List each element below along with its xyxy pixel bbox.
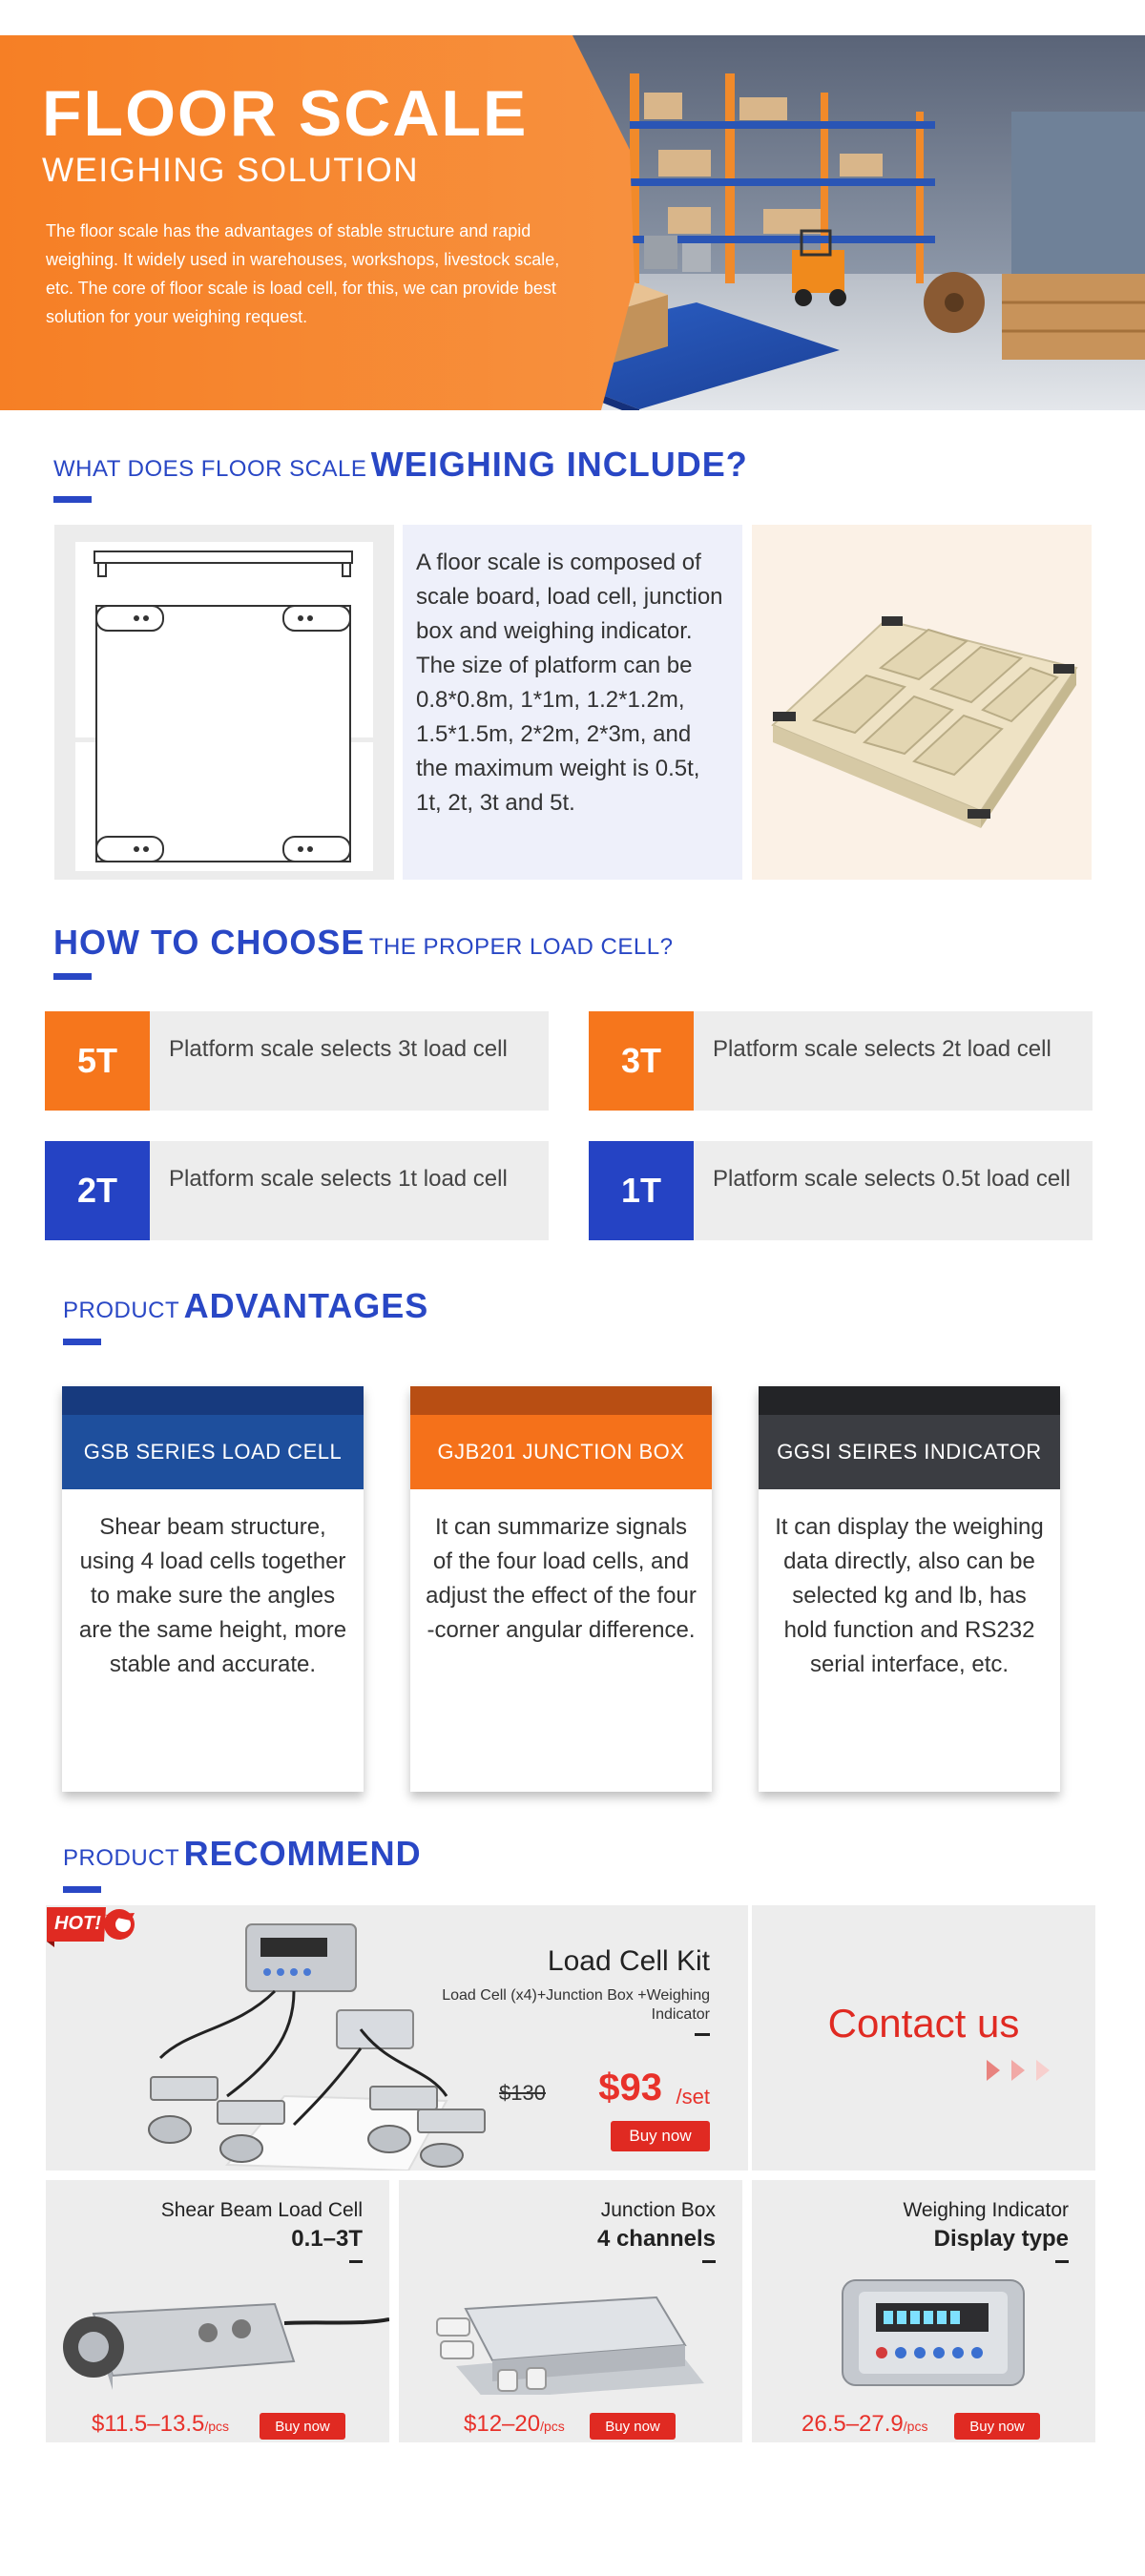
product-caption: Junction Box [600, 2199, 716, 2221]
choose-text: Platform scale selects 0.5t load cell [713, 1166, 1071, 1192]
hero-subtitle: WEIGHING SOLUTION [42, 152, 419, 189]
advantage-card-indicator [759, 1386, 1060, 1792]
hero-description: The floor scale has the advantages of stable structure and rapid weighing. It widely used in warehouses, workshops, livestock scale, etc. The core of floor scale is load cell, for this, we can provide best solution for your weighing request. [46, 221, 560, 326]
hero-banner [0, 35, 1145, 410]
product-price [464, 2411, 565, 2438]
product-title: 4 channels [596, 2226, 716, 2252]
platform-photo [752, 525, 1092, 880]
recommend-heading [63, 1834, 422, 1874]
card-strip [410, 1386, 712, 1415]
product-price [802, 2411, 927, 2438]
include-heading-bar [53, 496, 92, 503]
product-title-dash [349, 2260, 363, 2263]
choose-item-3t [589, 1011, 1093, 1111]
product-title: 0.1–3T [291, 2226, 363, 2252]
kit-price-unit: /set [676, 2085, 710, 2109]
choose-heading-big: HOW TO CHOOSE [53, 923, 365, 962]
include-description [403, 525, 742, 880]
product-price [92, 2411, 229, 2438]
choose-text: Platform scale selects 1t load cell [169, 1166, 508, 1192]
card-text: It can display the weighing data directly, also can be selected kg and lb, has hold function and RS232 serial interface, etc. [775, 1514, 1044, 1677]
price-unit: /pcs [903, 2419, 928, 2434]
contact-us-link[interactable]: Contact us [827, 2001, 1020, 2046]
include-heading-big: WEIGHING INCLUDE? [370, 445, 748, 484]
advantages-heading-bar [63, 1339, 101, 1345]
advantage-card-load-cell [62, 1386, 364, 1792]
hero-title: FLOOR SCALE [42, 77, 529, 150]
price-value: 26.5–27.9 [802, 2411, 904, 2437]
recommend-heading-small: PRODUCT [63, 1845, 180, 1871]
recommend-heading-big: RECOMMEND [183, 1834, 422, 1873]
choose-badge: 3T [589, 1011, 694, 1111]
choose-item-1t [589, 1141, 1093, 1240]
product-title: Display type [933, 2226, 1069, 2252]
junction-box-buy-now-button[interactable]: Buy now [590, 2413, 676, 2440]
product-title-dash [702, 2260, 716, 2263]
card-strip [759, 1386, 1060, 1415]
advantages-heading [63, 1286, 428, 1326]
advantages-heading-small: PRODUCT [63, 1298, 180, 1323]
kit-description: Load Cell (x4)+Junction Box +Weighing Indicator [442, 1987, 710, 2023]
card-text: Shear beam structure, using 4 load cells together to make sure the angles are the same height, more stable and accurate. [78, 1514, 347, 1677]
kit-buy-now-button[interactable]: Buy now [611, 2121, 710, 2151]
contact-us-card[interactable] [752, 1905, 1095, 2171]
include-heading-small: WHAT DOES FLOOR SCALE [53, 456, 367, 482]
kit-title-dash [695, 2033, 710, 2036]
platform-diagram-icon [54, 525, 394, 880]
card-text: It can summarize signals of the four load cells, and adjust the effect of the four -corner angular difference. [426, 1514, 697, 1643]
product-card-shear-beam[interactable] [46, 2180, 389, 2442]
kit-price: $93 [598, 2067, 662, 2109]
include-text: A floor scale is composed of scale board, load cell, junction box and weighing indicator. The size of platform can be 0.8*0.8m, 1*1m, 1.2*1.2m, 1.5*1.5m, 2*2m, 2*3m, and the maximum weight is 0.5t, 1t, 2t, 3t and 5t. [416, 550, 723, 816]
include-heading [53, 445, 748, 485]
hot-label: HOT! [54, 1913, 101, 1934]
recommend-heading-bar [63, 1886, 101, 1893]
shear-beam-buy-now-button[interactable]: Buy now [260, 2413, 345, 2440]
platform-drawing [54, 525, 394, 880]
card-title: GJB201 JUNCTION BOX [410, 1415, 712, 1489]
indicator-buy-now-button[interactable]: Buy now [954, 2413, 1040, 2440]
card-title: GGSI SEIRES INDICATOR [759, 1415, 1060, 1489]
kit-title: Load Cell Kit [547, 1945, 710, 1977]
choose-heading-small: THE PROPER LOAD CELL? [368, 934, 674, 960]
price-value: $12–20 [464, 2411, 541, 2437]
choose-badge: 2T [45, 1141, 150, 1240]
weighing-indicator-image [752, 2271, 1095, 2395]
product-title-dash [1055, 2260, 1069, 2263]
product-caption: Weighing Indicator [903, 2199, 1069, 2221]
product-caption: Shear Beam Load Cell [160, 2199, 363, 2221]
choose-heading-bar [53, 973, 92, 980]
junction-box-image [399, 2271, 742, 2395]
choose-text: Platform scale selects 2t load cell [713, 1036, 1051, 1062]
product-card-junction-box[interactable] [399, 2180, 742, 2442]
shear-beam-image [46, 2275, 389, 2399]
price-unit: /pcs [204, 2419, 230, 2434]
advantages-heading-big: ADVANTAGES [183, 1286, 429, 1325]
choose-badge: 1T [589, 1141, 694, 1240]
price-unit: /pcs [540, 2419, 565, 2434]
price-value: $11.5–13.5 [92, 2411, 205, 2437]
hot-badge [47, 1903, 138, 1947]
choose-item-5t [45, 1011, 549, 1111]
product-card-load-cell-kit[interactable] [46, 1905, 748, 2171]
choose-item-2t [45, 1141, 549, 1240]
product-card-indicator[interactable] [752, 2180, 1095, 2442]
card-strip [62, 1386, 364, 1415]
choose-text: Platform scale selects 3t load cell [169, 1036, 508, 1062]
triple-arrow-icon [987, 2060, 1063, 2081]
kit-old-price: $130 [499, 2081, 546, 2105]
card-title: GSB SERIES LOAD CELL [62, 1415, 364, 1489]
platform-frame-icon [752, 525, 1092, 880]
choose-heading [53, 923, 673, 963]
advantage-card-junction-box [410, 1386, 712, 1792]
choose-badge: 5T [45, 1011, 150, 1111]
